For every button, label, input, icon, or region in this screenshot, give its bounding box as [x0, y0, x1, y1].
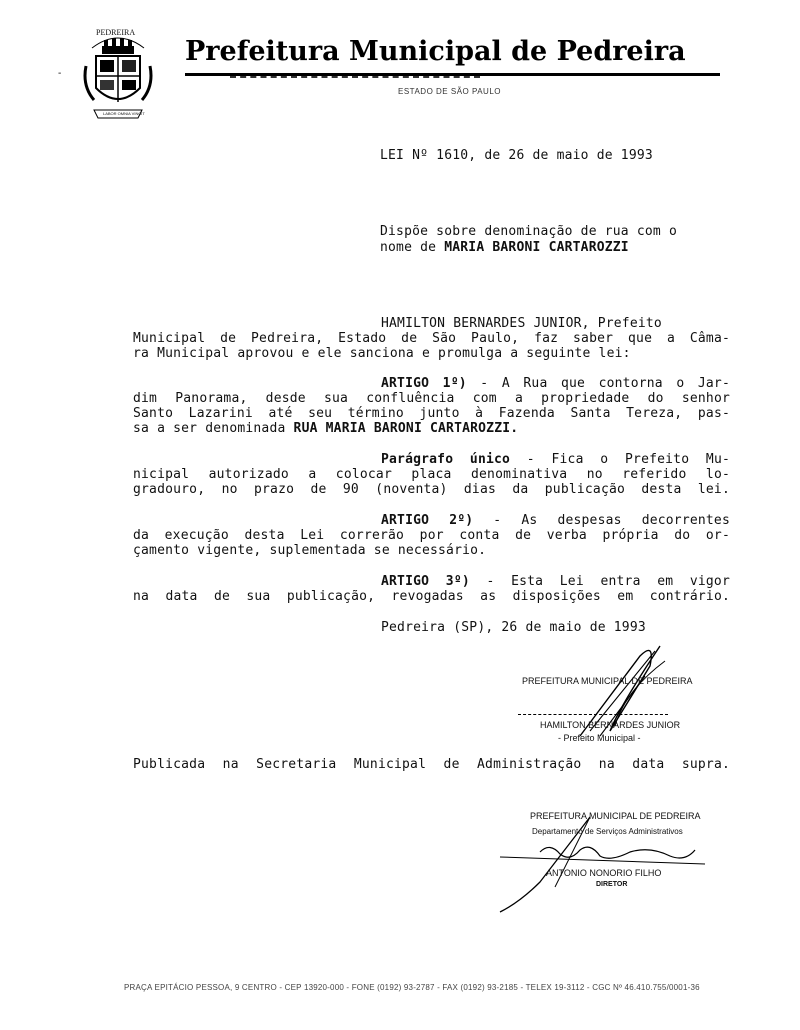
summary-line-2: nome de MARIA BARONI CARTAROZZI: [380, 240, 629, 255]
article-3-label: ARTIGO 3º): [381, 574, 470, 589]
crest-top-text: PEDREIRA: [96, 28, 136, 37]
signature-2-role: DIRETOR: [596, 881, 628, 888]
article-3-first: ARTIGO 3º) - Esta Lei entra em vigor: [381, 574, 730, 589]
paragraph-line-3: gradouro, no prazo de 90 (noventa) dias da publicação desta lei.: [133, 482, 730, 497]
preamble-line-3: ra Municipal aprovou e ele sanciona e promulga a seguinte lei:: [133, 346, 631, 361]
honoree-name: MARIA BARONI CARTAROZZI: [444, 240, 629, 255]
paragraph-first: Parágrafo único - Fica o Prefeito Mu-: [381, 452, 730, 467]
law-heading: LEI Nº 1610, de 26 de maio de 1993: [380, 148, 653, 163]
dashed-divider: [230, 76, 480, 78]
signature-1-org: PREFEITURA MUNICIPAL DE PEDREIRA: [522, 676, 693, 686]
article-1-line-4: sa a ser denominada RUA MARIA BARONI CARTAROZZI.: [133, 421, 519, 436]
article-1-first: ARTIGO 1º) - A Rua que contorna o Jar-: [381, 376, 730, 391]
street-name: RUA MARIA BARONI CARTAROZZI.: [293, 421, 519, 436]
article-2-line-3: çamento vigente, suplementada se necessário.: [133, 543, 487, 558]
crest-motto: LABOR OMNIA VINCIT: [103, 111, 145, 116]
paragraph-label: Parágrafo único: [381, 452, 511, 467]
article-2-label: ARTIGO 2º): [381, 513, 474, 528]
signature-1-line: [518, 714, 668, 715]
preamble-line-1: HAMILTON BERNARDES JUNIOR, Prefeito: [381, 316, 662, 331]
place-date: Pedreira (SP), 26 de maio de 1993: [381, 620, 646, 635]
article-1-line-2: dim Panorama, desde sua confluência com a propriedade do senhor: [133, 391, 730, 406]
article-3-line-2: na data de sua publicação, revogadas as disposições em contrário.: [133, 589, 730, 604]
article-2-first: ARTIGO 2º) - As despesas decorrentes: [381, 513, 730, 528]
margin-mark: -: [58, 68, 62, 79]
state-subtitle: ESTADO DE SÃO PAULO: [398, 87, 502, 96]
paragraph-line-2: nicipal autorizado a colocar placa denominativa no referido lo-: [133, 467, 730, 482]
footer-address: PRAÇA EPITÁCIO PESSOA, 9 CENTRO - CEP 13920-000 - FONE (0192) 93-2787 - FAX (0192) 93-2185 - TELEX 19-3112 - CGC Nº 46.410.755/0001-36: [124, 983, 700, 992]
page-title: Prefeitura Municipal de Pedreira: [185, 36, 686, 67]
publication-note: Publicada na Secretaria Municipal de Administração na data supra.: [133, 757, 730, 772]
article-1-label: ARTIGO 1º): [381, 376, 467, 391]
preamble-line-2: Municipal de Pedreira, Estado de São Paulo, faz saber que a Câma-: [133, 331, 730, 346]
signature-1-name: HAMILTON BERNARDES JUNIOR: [540, 720, 681, 730]
signature-2-name: ANTONIO NONORIO FILHO: [546, 868, 662, 878]
summary-line-1: Dispõe sobre denominação de rua com o: [380, 224, 677, 239]
article-2-line-2: da execução desta Lei correrão por conta de verba própria do or-: [133, 528, 730, 543]
article-1-line-3: Santo Lazarini até seu término junto à Fazenda Santa Tereza, pas-: [133, 406, 730, 421]
signature-2-dept: Departamento de Serviços Administrativos: [532, 827, 683, 836]
signature-2-org: PREFEITURA MUNICIPAL DE PEDREIRA: [530, 811, 701, 821]
signature-1-role: - Prefeito Municipal -: [558, 733, 641, 743]
